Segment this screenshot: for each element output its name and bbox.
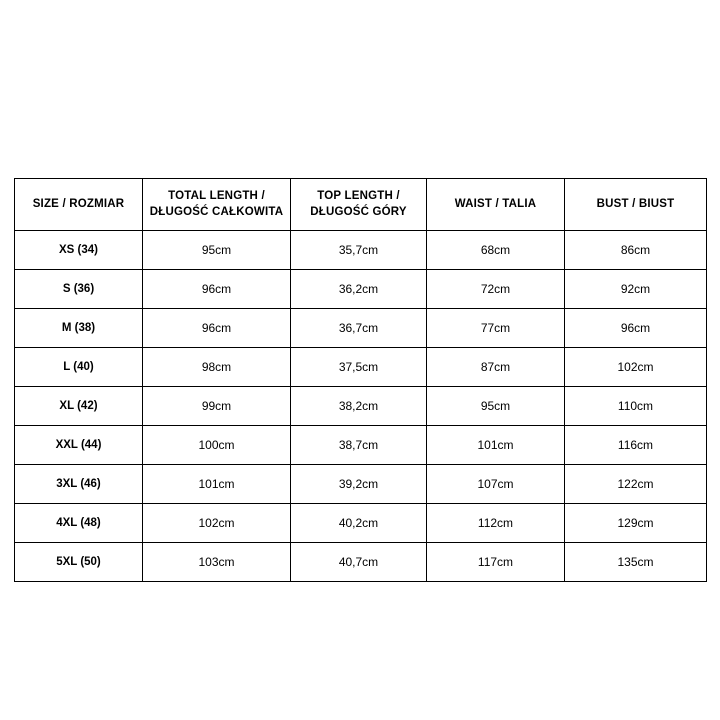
- table-row: [15, 348, 707, 387]
- column-header-bust: [565, 179, 707, 231]
- cell-size: XS (34): [15, 231, 143, 270]
- cell-waist: 68cm: [427, 231, 565, 270]
- cell-bust: 129cm: [565, 504, 707, 543]
- cell-total-length: 98cm: [143, 348, 291, 387]
- cell-top-length: 39,2cm: [291, 465, 427, 504]
- cell-waist: 72cm: [427, 270, 565, 309]
- cell-waist: 77cm: [427, 309, 565, 348]
- cell-total-length: 103cm: [143, 543, 291, 582]
- cell-top-length: 36,7cm: [291, 309, 427, 348]
- column-header-waist: [427, 179, 565, 231]
- column-header-total-length-line2: DŁUGOŚĆ CAŁKOWITA: [149, 205, 284, 218]
- cell-waist: 101cm: [427, 426, 565, 465]
- table-row: [15, 504, 707, 543]
- cell-top-length: 40,2cm: [291, 504, 427, 543]
- cell-waist: 107cm: [427, 465, 565, 504]
- cell-total-length: 95cm: [143, 231, 291, 270]
- table-row: [15, 309, 707, 348]
- size-chart-table: [14, 178, 707, 582]
- size-chart-table-container: [14, 178, 706, 582]
- column-header-top-length-line1: TOP LENGTH /: [317, 189, 400, 202]
- cell-top-length: 38,7cm: [291, 426, 427, 465]
- cell-bust: 96cm: [565, 309, 707, 348]
- cell-bust: 116cm: [565, 426, 707, 465]
- cell-top-length: 37,5cm: [291, 348, 427, 387]
- cell-bust: 86cm: [565, 231, 707, 270]
- cell-size: S (36): [15, 270, 143, 309]
- column-header-total-length-line1: TOTAL LENGTH /: [168, 189, 265, 202]
- cell-waist: 112cm: [427, 504, 565, 543]
- table-row: [15, 387, 707, 426]
- cell-top-length: 38,2cm: [291, 387, 427, 426]
- cell-size: M (38): [15, 309, 143, 348]
- table-row: [15, 543, 707, 582]
- cell-waist: 95cm: [427, 387, 565, 426]
- cell-bust: 135cm: [565, 543, 707, 582]
- cell-bust: 122cm: [565, 465, 707, 504]
- column-header-size: [15, 179, 143, 231]
- cell-total-length: 96cm: [143, 309, 291, 348]
- cell-total-length: 96cm: [143, 270, 291, 309]
- table-header-row: [15, 179, 707, 231]
- cell-total-length: 101cm: [143, 465, 291, 504]
- cell-waist: 117cm: [427, 543, 565, 582]
- column-header-top-length-line2: DŁUGOŚĆ GÓRY: [310, 205, 407, 218]
- table-row: [15, 465, 707, 504]
- cell-bust: 102cm: [565, 348, 707, 387]
- cell-total-length: 102cm: [143, 504, 291, 543]
- column-header-size-line1: SIZE / ROZMIAR: [32, 197, 125, 210]
- cell-size: XL (42): [15, 387, 143, 426]
- cell-total-length: 100cm: [143, 426, 291, 465]
- cell-total-length: 99cm: [143, 387, 291, 426]
- cell-size: L (40): [15, 348, 143, 387]
- cell-top-length: 35,7cm: [291, 231, 427, 270]
- column-header-top-length: [291, 179, 427, 231]
- cell-waist: 87cm: [427, 348, 565, 387]
- column-header-bust-line1: BUST / BIUST: [596, 197, 675, 210]
- table-row: [15, 231, 707, 270]
- cell-size: 5XL (50): [15, 543, 143, 582]
- cell-size: 3XL (46): [15, 465, 143, 504]
- cell-size: 4XL (48): [15, 504, 143, 543]
- table-body: [15, 231, 707, 582]
- column-header-waist-line1: WAIST / TALIA: [454, 197, 537, 210]
- cell-size: XXL (44): [15, 426, 143, 465]
- cell-bust: 110cm: [565, 387, 707, 426]
- column-header-total-length: [143, 179, 291, 231]
- cell-top-length: 40,7cm: [291, 543, 427, 582]
- table-row: [15, 270, 707, 309]
- table-header: [15, 179, 707, 231]
- cell-top-length: 36,2cm: [291, 270, 427, 309]
- table-row: [15, 426, 707, 465]
- cell-bust: 92cm: [565, 270, 707, 309]
